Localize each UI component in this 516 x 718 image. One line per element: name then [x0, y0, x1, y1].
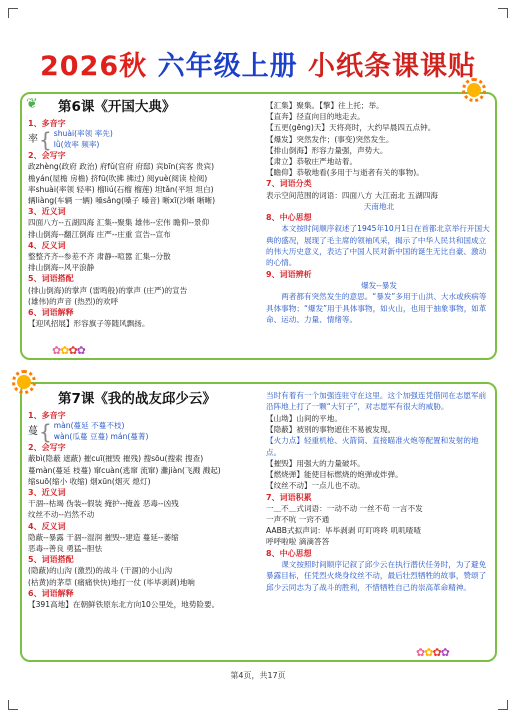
polyphone-reading: wàn(瓜蔓 豆蔓) mán(蔓菁) [53, 431, 149, 441]
section-heading: 3、近义词 [28, 488, 66, 498]
text-line: 檐yán(屋檐 房檐) 挤fū(吹拂 拂过) 阅yuè(阅读 检阅) [28, 173, 208, 183]
lesson6-title: 第6课《开国大典》 [58, 99, 176, 115]
section-heading: 8、中心思想 [266, 548, 312, 558]
paragraph: 当时有着有一个加强连驻守在这里。这个加强连凭借同在志愿军前沿阵地上打了一颗“大钉子”，对志愿军有很大的威胁。 [266, 391, 487, 412]
brace-icon: { [39, 419, 52, 444]
sun-icon [12, 370, 36, 394]
title-grade: 六年级上册 [157, 51, 298, 82]
text-line: 纹丝不动--岿然不动 [28, 510, 95, 520]
section-heading: 2、会写字 [28, 443, 66, 453]
polyphone-entry [28, 129, 256, 150]
sun-icon [462, 78, 486, 102]
flowers-icon: ✿✿✿✿ [416, 646, 449, 659]
section-heading: 4、反义词 [28, 240, 66, 250]
text-line: 【爆发】突然发作；(事变)突然发生。 [266, 134, 394, 144]
text-line: (隐蔽)的山沟 (激烈)的战斗 (干涸)的小山沟 [28, 566, 173, 576]
text-line: 四面八方--五湖四海 汇集--聚集 雄伟--宏伟 瞻仰--景仰 [28, 218, 210, 228]
polyphone-options [54, 421, 149, 442]
section-heading: 4、反义词 [28, 521, 66, 531]
text-line: 【瞻仰】恭敬地看(多用于与逝者有关的事物)。 [266, 168, 424, 178]
text-line: 缩suō(缩小 收缩) 烟xūn(烟灭 熄灯) [28, 476, 151, 486]
text-line: 【五更(gēng)天】天将亮时，大约早晨四五点钟。 [266, 123, 436, 133]
text-line: 一声不吭 一窍不通 [266, 515, 330, 525]
lesson7-left-column [28, 390, 256, 610]
lesson6-card [20, 92, 497, 360]
section-heading: 1、多音字 [28, 411, 66, 420]
text-line: 【纹丝不动】一点儿也不动。 [266, 481, 365, 491]
text-line: AABB式拟声词：毕毕剥剥 叮叮咚咚 叽叽喳喳 [266, 526, 421, 536]
paragraph: 两者都有突然发生的意思。“暴发”多用于山洪、大水或疾病等具体事物；“爆发”用于具体事物，如火山，也用于抽象事物，如革命、运动、力量、情绪等。 [266, 292, 487, 325]
polyphone-entry [28, 421, 256, 442]
brace-icon: { [39, 127, 52, 152]
text-line: 【迎风招展】形容旗子等随风飘扬。 [28, 319, 150, 329]
text-line: (枯黄)的茅草 (痛痛快快)地打一仗 (毕毕剥剥)地响 [28, 577, 195, 587]
polyphone-options [54, 129, 113, 150]
text-line: 呼呼啦啦 滴滴答答 [266, 537, 330, 547]
text-line: 【肃立】恭敬庄严地站着。 [266, 157, 358, 167]
text-line: 隐蔽--暴露 干涸--湿润 摧毁--建造 蔓延--萎缩 [28, 532, 179, 542]
polyphone-char: 率 [28, 134, 38, 146]
section-heading: 5、词语搭配 [28, 274, 74, 284]
lesson7-title: 第7课《我的战友邱少云》 [58, 391, 216, 407]
lesson6-right-column [266, 100, 492, 325]
lesson6-left-column [28, 98, 256, 329]
text-line: 【直奔】径直向目的地走去。 [266, 112, 365, 122]
section-heading: 6、词语解释 [28, 588, 74, 598]
centered-line: 爆发--暴发 [361, 281, 397, 291]
text-line: (雄伟)的声音 (热烈)的欢呼 [28, 296, 119, 306]
text-line: 率shuài(率领 轻率) 榴liú(石榴 榴莲) 坦tǎn(平坦 坦白) [28, 184, 214, 194]
polyphone-reading: lǜ(效率 频率) [53, 139, 100, 149]
flowers-icon: ✿✿✿✿ [52, 344, 85, 357]
crop-mark-top-right [498, 8, 508, 18]
text-line: 【汇集】聚集。【擎】往上托；举。 [266, 101, 384, 110]
section-heading: 3、近义词 [28, 207, 66, 217]
section-heading: 7、词语分类 [266, 179, 312, 189]
polyphone-char: 蔓 [28, 426, 38, 438]
section-heading: 7、词语积累 [266, 492, 312, 502]
leaf-icon: ❦ [26, 96, 38, 112]
lesson7-card [20, 382, 497, 662]
text-line: 整整齐齐--参差不齐 肃静--喧嚣 汇集--分散 [28, 252, 171, 262]
text-line: 表示空间范围的词语：四面八方 大江南北 五湖四海 [266, 190, 438, 200]
text-line: 【山坳】山间的平地。 [266, 413, 342, 423]
section-heading: 6、词语解释 [28, 308, 74, 318]
lesson7-right-column [266, 390, 492, 593]
text-line: 【隐蔽】被别的事物遮住不易被发现。 [266, 425, 396, 435]
page-number: 第4页，共17页 [230, 671, 286, 680]
text-line: (排山倒海)的掌声 (雷鸣般)的掌声 (庄严)的宣告 [28, 285, 188, 295]
crop-mark-bottom-right [498, 700, 508, 710]
polyphone-reading: shuài(率领 率先) [53, 129, 113, 139]
section-heading: 1、多音字 [28, 119, 66, 128]
polyphone-reading: màn(蔓延 不蔓不枝) [53, 421, 125, 431]
text-line: 蔓màn(蔓延 枝蔓) 窜cuàn(逃窜 流窜) 灘jiàn(飞溅 溅起) [28, 465, 221, 475]
text-line: 排山倒海--翻江倒海 庄严--庄重 宣告--宣布 [28, 229, 171, 239]
title-name: 小纸条课课贴 [307, 51, 476, 82]
text-line: 【燃烧弹】能使目标燃烧的炮弹或炸弹。 [266, 470, 403, 480]
section-heading: 9、词语辨析 [266, 269, 312, 279]
paragraph: 【火力点】轻重机枪、火箭筒、直接瞄准火炮等配置和发射的地点。 [266, 436, 479, 457]
text-line: 排山倒海--风平浪静 [28, 263, 95, 273]
text-line: 恶毒--善良 勇猛--胆怯 [28, 544, 103, 554]
crop-mark-top-left [8, 8, 18, 18]
text-line: 【摧毁】用强大的力量破坏。 [266, 459, 365, 469]
crop-mark-bottom-left [8, 700, 18, 710]
text-line: 政zhèng(政府 政治) 府fǔ(官府 府邸) 宾bīn(宾客 贵宾) [28, 162, 215, 172]
text-line: 一＿不＿式词语：一动不动 一丝不苟 一言不发 [266, 503, 423, 513]
centered-line: 天南地北 [363, 201, 395, 211]
text-line: 【391高地】在朝鲜铁原东北方向10公里处，地势险要。 [28, 600, 220, 610]
section-heading: 2、会写字 [28, 151, 66, 161]
section-heading: 8、中心思想 [266, 213, 312, 223]
text-line: 干涸--枯竭 伪装--假装 掩护--掩盖 恶毒--凶残 [28, 499, 179, 509]
paragraph: 课文按照时间顺序记叙了邱少云在执行潜伏任务时，为了避免暴露目标，任凭烈火烧身纹丝不动，最后壮烈牺牲的故事，赞颂了邱少云同志为了战斗的胜利，不惜牺牲自己的崇高革命精神。 [266, 559, 487, 592]
title-year: 2026秋 [40, 51, 148, 82]
page-title [0, 44, 516, 83]
section-heading: 5、词语搭配 [28, 555, 74, 565]
paragraph: 本文按时间顺序叙述了1945年10月1日在首都北京举行开国大典的盛况，展现了毛主席的领袖风采，揭示了中华人民共和国成立的伟大历史意义，表达了中国人民对新中国的诞生无比自豪、激动的心情。 [266, 224, 490, 268]
text-line: 蔽bì(隐蔽 遮蔽) 摧cuī(摧毁 摧残) 搜sōu(搜索 搜查) [28, 454, 204, 464]
text-line: 【排山倒海】形容力量强，声势大。 [266, 145, 388, 155]
text-line: 辆liàng(车辆 一辆) 嗓sǎng(嗓子 嗓音) 晰xī(沙晰 晰晰) [28, 196, 216, 206]
